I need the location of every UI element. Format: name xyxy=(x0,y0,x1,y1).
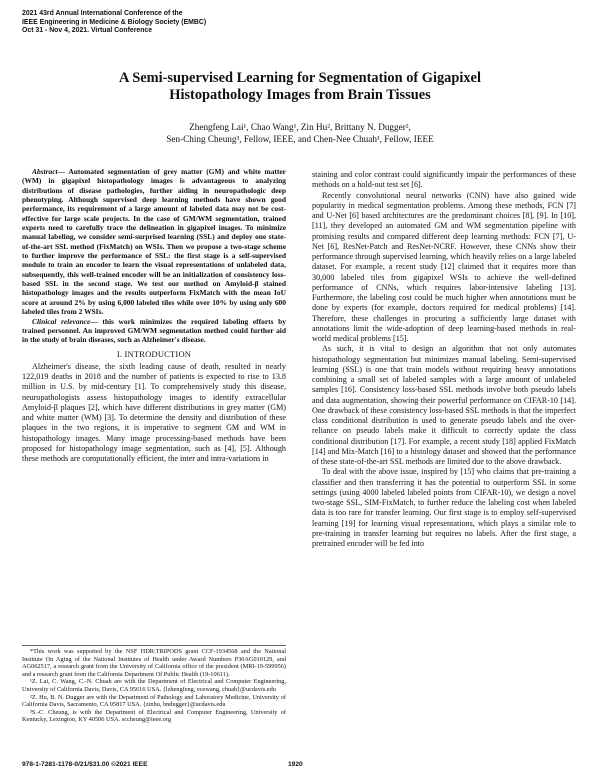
conference-header xyxy=(22,10,206,36)
author-list xyxy=(40,121,560,145)
abstract-label: Abstract xyxy=(32,167,58,176)
body-paragraph: staining and color contrast could significantly impair the performances of these methods on a hold-out test set [6]. xyxy=(312,170,576,190)
copyright-isbn: 978-1-7281-1178-0/21/$31.00 ©2021 IEEE xyxy=(22,761,148,768)
clinical-relevance xyxy=(22,317,286,345)
title-line-2: Histopathology Images from Brain Tissues xyxy=(169,87,431,103)
footnote-affiliation-3: ³S.-C. Cheung, is with the Department of Electrical and Computer Engineering, University of Kentucky, Lexington, KY 40506 USA. sccheung@ieee.org xyxy=(22,708,286,724)
body-paragraph: As such, it is vital to design an algorithm that not only automates histopathology segmentation but minimizes manual labeling. Semi-supervised learning (SSL) is one that train models without requiring heavy annotations combining a small set of labeled samples with a large amount of unlabeled samples [16]. Consistency loss-based SSL methods involve both pseudo labels and data augmentation, showing their powerful performance on CIFAR-10 [14]. One drawback of these consistency loss-based SSL methods is that the imperfect class conditional distribution is used to generate pseudo labels and the over-reliance on pseudo labels make it difficult to correctly update the class conditional distribution [17]. For example, a recent study [18] applied FixMatch [14] and Mix-Match [16] to a histology dataset and showed that the performance of these state-of-the-art SSL methods are limited due to the above drawback. xyxy=(312,344,576,466)
footnotes xyxy=(22,645,286,724)
conference-line-2: IEEE Engineering in Medicine & Biology Society (EMBC) xyxy=(22,18,207,26)
left-column xyxy=(22,167,286,464)
abstract xyxy=(22,167,286,317)
right-column xyxy=(312,170,576,549)
footnote-affiliation-1: ¹Z. Lai, C. Wang, C.-N. Chuah are with the Department of Electrical and Computer Engineering, University of California Davis, Davis, CA 95616 USA. {lzhengfeng, ecewang, chuah}@ucdavis.edu xyxy=(22,678,286,693)
abstract-text: — Automated segmentation of grey matter (GM) and white matter (WM) in gigapixel histopathology images is advantageous to analyzing distributions of disease pathologies, further aiding in neuropathologic deep phenotyping. Although supervised deep learning methods have shown good performance, its requirement of a large amount of labeled data may not be cost-effective for large scale projects. In the case of GM/WM segmentation, trained experts need to carefully trace the delineation in gigapixel images. To minimize manual labeling, we consider semi-surprised learning (SSL) and deploy one state-of-the-art SSL method (FixMatch) on WSIs. Then we propose a two-stage scheme to further improve the performance of SSL: the first stage is a self-supervised module to train an encoder to learn the visual representations of unlabeled data, subsequently, this well-trained encoder will be an initialization of consistency loss-based SSL in the second stage. We test our method on Amyloid-β stained histopathology images and the results outperform FixMatch with the mean IoU score at around 2% by using 6,000 labeled tiles while over 10% by using only 600 labeled tiles from 2 WSIs. xyxy=(22,167,286,317)
relevance-label: Clinical relevance xyxy=(32,316,91,326)
page-number: 1920 xyxy=(288,761,303,768)
section-heading-introduction: I. INTRODUCTION xyxy=(116,348,192,359)
authors-line-2: Sen-Ching Cheung³, Fellow, IEEE, and Chen-Nee Chuah¹, Fellow, IEEE xyxy=(166,134,434,144)
body-paragraph: To deal with the above issue, inspired by [15] who claims that pre-training a classifier and then transferring it has the potential to outperform SSL in some settings (using 4000 labeled labeled points from CIFAR-10), we design a novel two-stage SSL, SIM-FixMatch, to further reduce the labeling cost when labeled data is too rare for transfer learning. Our first stage is to employ self-supervised learning [19] for learning visual representations, which plays a similar role to pre-training in transfer learning but requires no labels. After the first stage, a pretrained encoder will be fed into xyxy=(312,467,576,548)
intro-paragraph: Alzheimer's disease, the sixth leading cause of death, resulted in nearly 122,019 deaths in 2018 and the number of patients is expected to rise to 13.8 million in U.S. by mid-century [1]. To comprehensively study this disease, neuropathologists assess histopathology images to identify extracellular Amyloid-β plaques [2], which have different distributions in grey matter (GM) and white matter (WM) [3]. To determine the density and distribution of these plaques in the two regions, it is imperative to segment GM and WM in histopathology images. Many image processing-based methods have been proposed for histopathology image segmentation, such as [4], [5]. Although these methods are computationally efficient, the inter and intra-variations in xyxy=(22,361,286,464)
authors-line-1: Zhengfeng Lai¹, Chao Wang¹, Zin Hu², Brittany N. Dugger², xyxy=(189,122,411,132)
body-paragraph: Recently convolutional neural networks (CNN) have also gained wide popularity in medical segmentation problems. Among these methods, FCN [7] and U-Net [6] based architectures are the predominant choices [8], [9]. In [10], [11], they developed an automated GM and WM segmentation pipeline with promising results and compared different deep learning methods: FCN [7], U-Net [6], ResNet-Patch and ResNet-NCRF. However, these CNNs show their performance through supervised learning, which heavily relies on a large labeled dataset. For example, a recent study [12] claimed that it requires more than 30,000 labeled tiles from gigapixel WSIs to achieve the well-defined performance of CNNs, which requires labor-intensive labeling [13]. Furthermore, the labeling cost could be much higher when annotations must be done by experts (for example, doctors required for medical problems) [14]. Therefore, these challenges in procuring a sufficiently large dataset with annotations limit the wide-adoption of deep learning-based methods in real-world medical problems [15]. xyxy=(312,190,576,343)
paper-title xyxy=(40,70,560,104)
conference-line-3: Oct 31 - Nov 4, 2021. Virtual Conference xyxy=(22,27,153,35)
footnote-affiliation-2: ²Z. Hu, B. N. Dugger are with the Department of Pathology and Laboratory Medicine, University of California Davis, Sacramento, CA 95817 USA. {zinhu, bndugger}@ucdavis.edu xyxy=(22,693,286,709)
conference-line-1: 2021 43rd Annual International Conference of the xyxy=(22,10,183,17)
title-line-1: A Semi-supervised Learning for Segmentation of Gigapixel xyxy=(119,70,481,86)
relevance-text: — this work minimizes the required labeling efforts by trained personnel. An improved GM/WM segmentation method could further aid in the study of brain diseases, such as Alzheimer's disease. xyxy=(22,316,286,345)
footnote-funding: *This work was supported by the NSF HDR:TRIPODS grant CCF-1934568 and the National Institute On Aging of the National Institutes of Health under Award Numbers P30AG010129, and AG062517, a research grant from the University of California office of the president (MRI-19-599956) and a research grant from the California Department Of Public Health (19-10611). xyxy=(22,648,286,678)
